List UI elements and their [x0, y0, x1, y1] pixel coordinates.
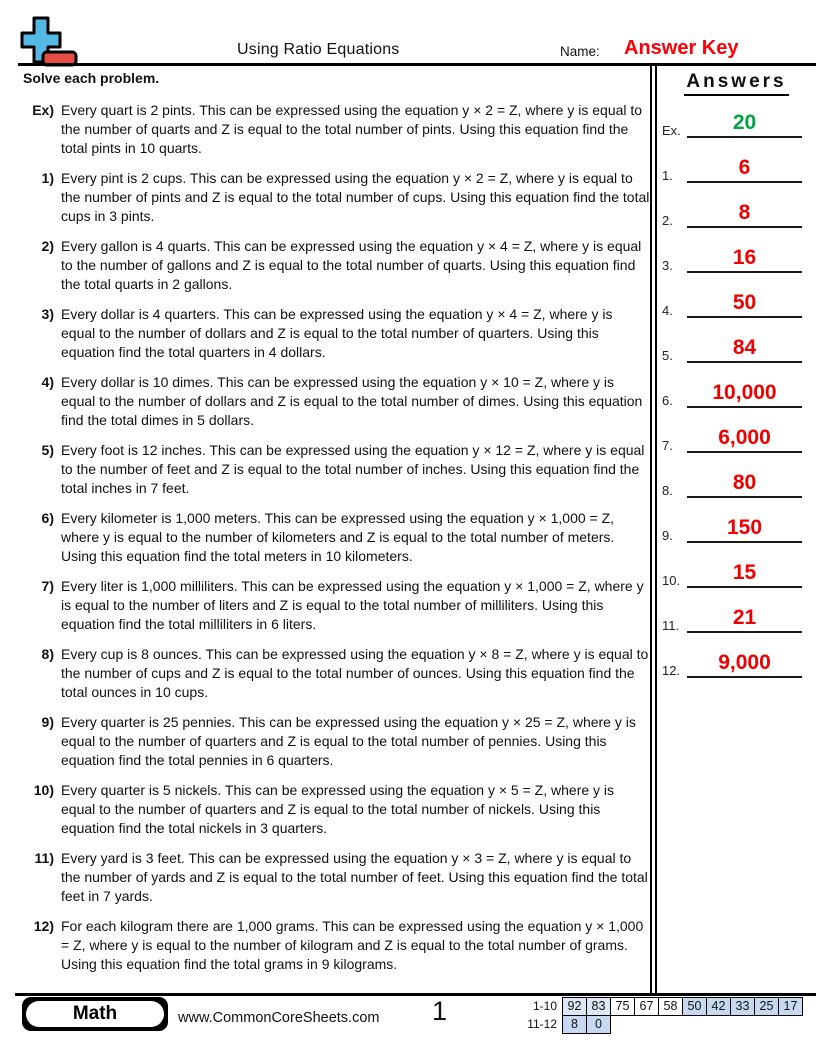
name-label: Name: — [560, 44, 600, 59]
problem-item — [22, 441, 650, 498]
answer-value: 21 — [732, 606, 757, 629]
answer-blank-line — [687, 676, 802, 678]
answer-blank-line — [687, 226, 802, 228]
score-cell: 8 — [562, 1015, 587, 1034]
website-text: www.CommonCoreSheets.com — [178, 1010, 380, 1026]
score-cell: 0 — [586, 1015, 611, 1034]
problem-item — [22, 237, 650, 294]
problem-number: 2) — [41, 238, 54, 254]
plus-minus-logo-icon — [20, 16, 82, 70]
problem-item — [22, 645, 650, 702]
score-cell: 25 — [754, 997, 779, 1016]
answer-number: 12. — [662, 663, 681, 678]
answer-value: 6 — [738, 156, 751, 179]
answer-row — [657, 411, 816, 453]
problem-item — [22, 101, 650, 158]
answer-number: 1. — [662, 168, 673, 183]
answer-blank-line — [687, 586, 802, 588]
instruction-text: Solve each problem. — [23, 70, 160, 86]
answer-value: 16 — [732, 246, 757, 269]
answer-value: 84 — [732, 336, 757, 359]
problem-text: Every quart is 2 pints. This can be expressed using the equation y × 2 = Z, where y is equal to the number of quarts and Z is equal to the total number of pints. Using this equation find the total pints in 10 quarts. — [61, 102, 643, 156]
page-title: Using Ratio Equations — [237, 41, 400, 58]
answer-row — [657, 591, 816, 633]
answer-value: 150 — [726, 516, 763, 539]
problem-text: Every dollar is 4 quarters. This can be expressed using the equation y × 4 = Z, where y is equal to the number of dollars and Z is equal to the total number of quarters. Using this equation find the total quarters in 4 dollars. — [61, 306, 613, 360]
answer-blank-line — [687, 316, 802, 318]
answer-blank-line — [687, 361, 802, 363]
problem-text: For each kilogram there are 1,000 grams. This can be expressed using the equation y × 1,000 = Z, where y is equal to the number of kilogram and Z is equal to the total number of grams. Using this equation find the total grams in 9 kilograms. — [61, 918, 644, 972]
answer-number: Ex. — [662, 123, 681, 138]
answer-blank-line — [687, 136, 802, 138]
answer-number: 7. — [662, 438, 673, 453]
page-number: 1 — [432, 996, 448, 1026]
answer-number: 6. — [662, 393, 673, 408]
name-value-answer-key: Answer Key — [624, 37, 739, 59]
answer-blank-line — [687, 541, 802, 543]
problem-item — [22, 305, 650, 362]
problem-number: 11) — [34, 850, 54, 866]
score-cell: 50 — [682, 997, 707, 1016]
problem-item — [22, 849, 650, 906]
problem-text: Every cup is 8 ounces. This can be expressed using the equation y × 8 = Z, where y is equal to the number of cups and Z is equal to the total number of ounces. Using this equation find the total ounces in 10 cups. — [61, 646, 649, 700]
problem-number: 7) — [41, 578, 54, 594]
problem-number: 12) — [33, 918, 54, 934]
problem-text: Every kilometer is 1,000 meters. This can be expressed using the equation y × 1,000 = Z, where y is equal to the number of kilometers and Z is equal to the total number of meters. Using this equation find the total meters in 10 kilometers. — [61, 510, 615, 564]
answer-row — [657, 276, 816, 318]
answer-row — [657, 636, 816, 678]
problem-number: 6) — [41, 510, 54, 526]
answers-column — [657, 63, 816, 994]
problem-number: 8) — [41, 646, 54, 662]
problem-item — [22, 713, 650, 770]
answers-column-divider — [650, 63, 657, 994]
answer-blank-line — [687, 496, 802, 498]
problem-text: Every yard is 3 feet. This can be expressed using the equation y × 3 = Z, where y is equal to the number of yards and Z is equal to the total number of feet. Using this equation find the total feet in 7 yards. — [61, 850, 648, 904]
score-table — [522, 997, 803, 1034]
answer-value: 6,000 — [718, 426, 771, 449]
answer-number: 10. — [662, 573, 681, 588]
score-cell: 92 — [562, 997, 587, 1016]
answer-number: 8. — [662, 483, 673, 498]
answer-value: 80 — [732, 471, 757, 494]
answer-value: 15 — [732, 561, 757, 584]
problem-text: Every pint is 2 cups. This can be expressed using the equation y × 2 = Z, where y is equal to the number of pints and Z is equal to the total number of cups. Using this equation find the total cups in 3 pints. — [61, 170, 650, 224]
score-cell: 33 — [730, 997, 755, 1016]
answer-blank-line — [687, 181, 802, 183]
problem-item — [22, 781, 650, 838]
answer-row — [657, 501, 816, 543]
problem-item — [22, 509, 650, 566]
answer-number: 11. — [662, 618, 680, 633]
subject-badge — [22, 997, 168, 1031]
score-cell: 58 — [658, 997, 683, 1016]
answer-row — [657, 186, 816, 228]
problem-text: Every quarter is 5 nickels. This can be expressed using the equation y × 5 = Z, where y is equal to the number of quarters and Z is equal to the total number of nickels. Using this equation find the total nickels in 3 quarters. — [61, 782, 615, 836]
answer-row — [657, 96, 816, 138]
score-row-label: 11-12 — [527, 1017, 557, 1031]
answer-row — [657, 456, 816, 498]
answer-value: 8 — [738, 201, 751, 224]
footer-divider — [15, 993, 816, 996]
answer-blank-line — [687, 271, 802, 273]
score-table-row — [522, 997, 803, 1016]
problem-number: 3) — [41, 306, 54, 322]
score-cell: 17 — [778, 997, 803, 1016]
answer-value: 10,000 — [712, 381, 777, 404]
problem-number: 1) — [41, 170, 54, 186]
problem-item — [22, 373, 650, 430]
problem-text: Every foot is 12 inches. This can be expressed using the equation y × 12 = Z, where y is equal to the number of feet and Z is equal to the total number of inches. Using this equation find the total inches in 7 feet. — [61, 442, 645, 496]
answer-row — [657, 141, 816, 183]
score-row-label: 1-10 — [532, 999, 557, 1013]
problem-text: Every quarter is 25 pennies. This can be expressed using the equation y × 25 = Z, where y is equal to the number of quarters and Z is equal to the total number of pennies. Using this equation find the total pennies in 6 quarters. — [61, 714, 636, 768]
answer-value: 9,000 — [718, 651, 771, 674]
problem-text: Every dollar is 10 dimes. This can be expressed using the equation y × 10 = Z, where y is equal to the number of dollars and Z is equal to the total number of dimes. Using this equation find the total dimes in 5 dollars. — [61, 374, 643, 428]
problem-number: Ex) — [32, 102, 54, 118]
problem-number: 5) — [41, 442, 54, 458]
answer-row — [657, 366, 816, 408]
answers-heading: Answers — [657, 71, 816, 96]
problem-number: 4) — [41, 374, 54, 390]
score-cell: 67 — [634, 997, 659, 1016]
answer-blank-line — [687, 451, 802, 453]
problem-number: 9) — [41, 714, 54, 730]
score-table-row — [522, 1015, 803, 1034]
problem-number: 10) — [33, 782, 54, 798]
answer-number: 4. — [662, 303, 673, 318]
answer-blank-line — [687, 406, 802, 408]
score-cell: 83 — [586, 997, 611, 1016]
answer-value: 50 — [732, 291, 757, 314]
answer-blank-line — [687, 631, 802, 633]
answer-row — [657, 231, 816, 273]
answer-number: 9. — [662, 528, 673, 543]
score-cell: 75 — [610, 997, 635, 1016]
answer-row — [657, 321, 816, 363]
problem-item — [22, 577, 650, 634]
problem-item — [22, 917, 650, 974]
answer-row — [657, 546, 816, 588]
subject-label: Math — [26, 1001, 164, 1027]
problem-text: Every liter is 1,000 milliliters. This can be expressed using the equation y × 1,000 = Z, where y is equal to the number of liters and Z is equal to the total number of milliliters. Using this equation find the total milliliters in 6 liters. — [61, 578, 644, 632]
problem-item — [22, 169, 650, 226]
answer-value: 20 — [732, 111, 757, 134]
answer-number: 3. — [662, 258, 673, 273]
answer-number: 2. — [662, 213, 673, 228]
score-cell: 42 — [706, 997, 731, 1016]
answer-number: 5. — [662, 348, 673, 363]
problem-text: Every gallon is 4 quarts. This can be expressed using the equation y × 4 = Z, where y is equal to the number of gallons and Z is equal to the total number of quarts. Using this equation find the total quarts in 2 gallons. — [61, 238, 642, 292]
problems-list — [22, 96, 650, 985]
